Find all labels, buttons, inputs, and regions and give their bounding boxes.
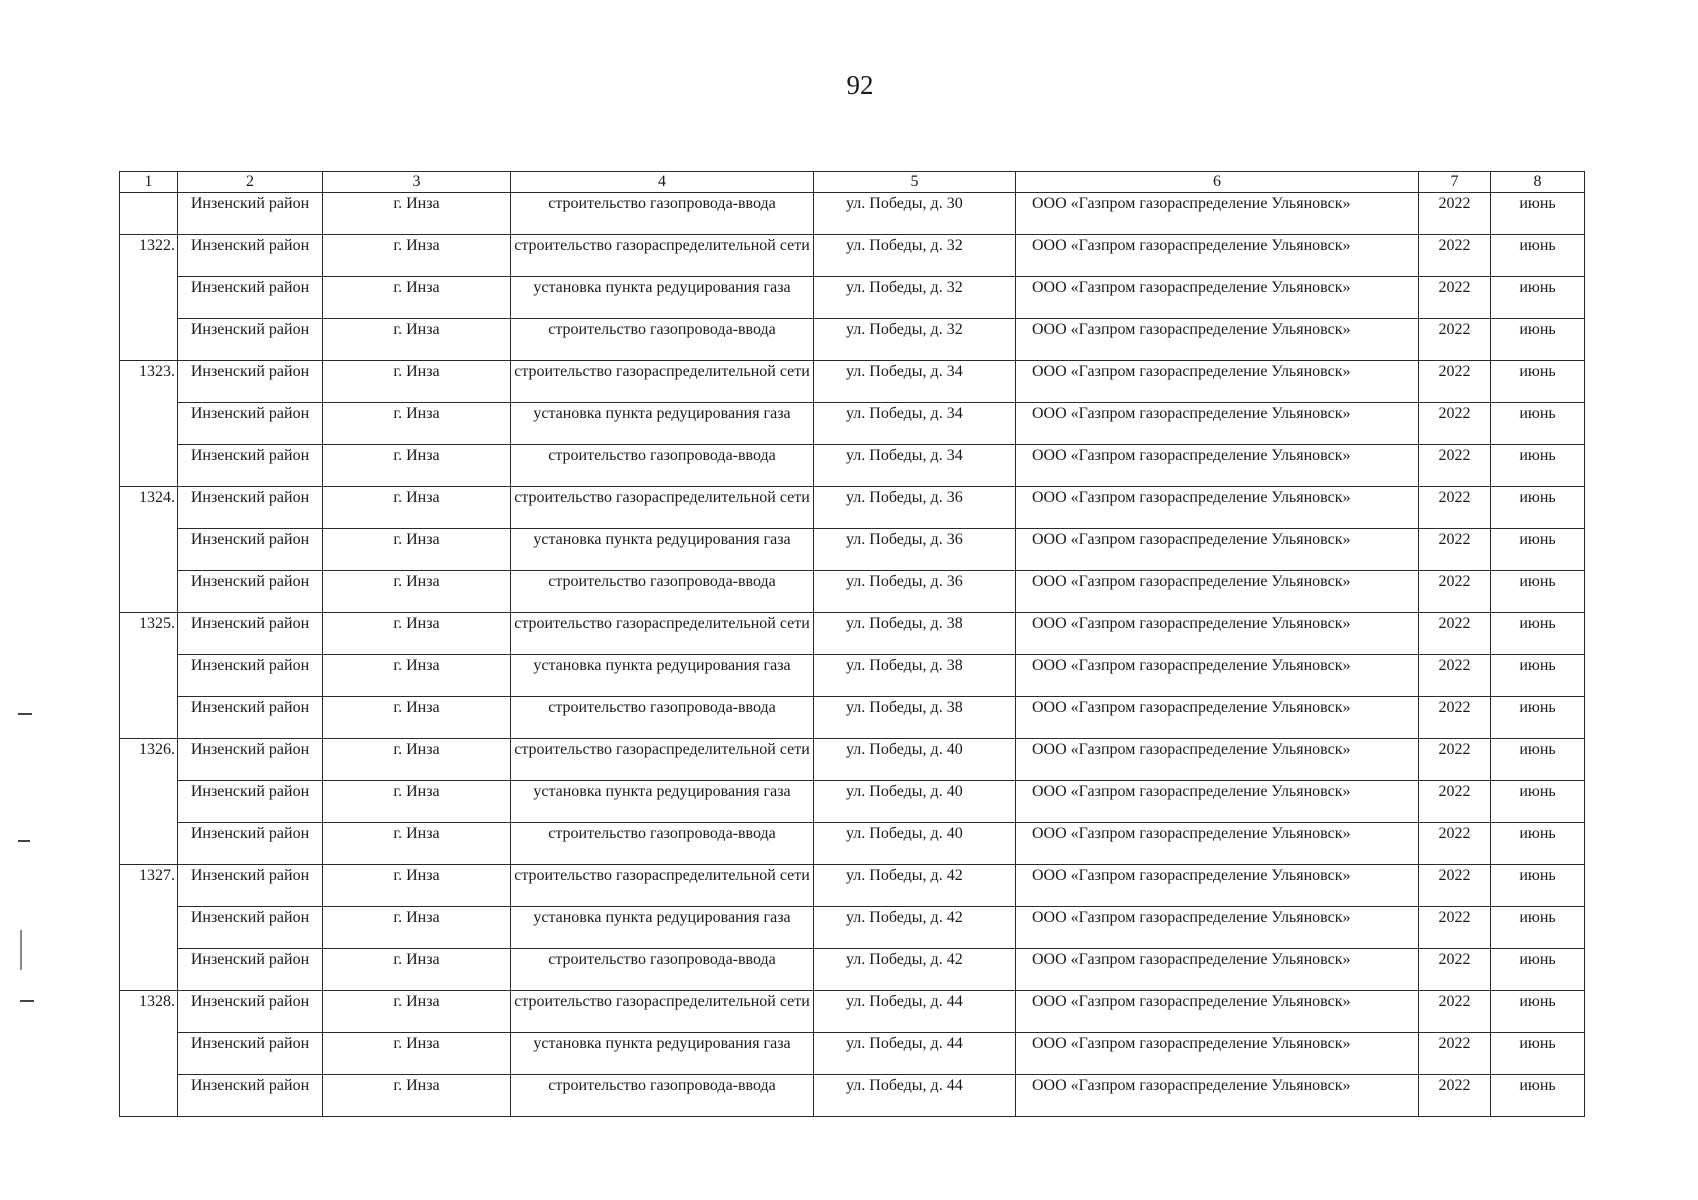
address-cell: ул. Победы, д. 30 bbox=[814, 193, 1016, 235]
district-cell: Инзенский район bbox=[178, 823, 323, 865]
work-type-cell: установка пункта редуцирования газа bbox=[511, 277, 814, 319]
settlement-cell: г. Инза bbox=[323, 949, 511, 991]
year-cell: 2022 bbox=[1419, 403, 1491, 445]
month-cell: июнь bbox=[1491, 655, 1585, 697]
address-cell: ул. Победы, д. 36 bbox=[814, 487, 1016, 529]
settlement-cell: г. Инза bbox=[323, 655, 511, 697]
year-cell: 2022 bbox=[1419, 697, 1491, 739]
settlement-cell: г. Инза bbox=[323, 361, 511, 403]
address-cell: ул. Победы, д. 44 bbox=[814, 1033, 1016, 1075]
year-cell: 2022 bbox=[1419, 193, 1491, 235]
table-row bbox=[120, 277, 1585, 319]
address-cell: ул. Победы, д. 36 bbox=[814, 571, 1016, 613]
table-row bbox=[120, 907, 1585, 949]
organization-cell: ООО «Газпром газораспределение Ульяновск» bbox=[1016, 1075, 1419, 1117]
entry-number-cell: 1327. bbox=[120, 865, 178, 991]
district-cell: Инзенский район bbox=[178, 655, 323, 697]
registry-table bbox=[119, 171, 1585, 1117]
table-row bbox=[120, 781, 1585, 823]
district-cell: Инзенский район bbox=[178, 445, 323, 487]
district-cell: Инзенский район bbox=[178, 991, 323, 1033]
year-cell: 2022 bbox=[1419, 1033, 1491, 1075]
month-cell: июнь bbox=[1491, 445, 1585, 487]
year-cell: 2022 bbox=[1419, 739, 1491, 781]
column-number-header-row bbox=[120, 172, 1585, 193]
entry-number-cell: 1324. bbox=[120, 487, 178, 613]
settlement-cell: г. Инза bbox=[323, 697, 511, 739]
work-type-cell: строительство газораспределительной сети bbox=[511, 865, 814, 907]
district-cell: Инзенский район bbox=[178, 781, 323, 823]
work-type-cell: установка пункта редуцирования газа bbox=[511, 1033, 814, 1075]
address-cell: ул. Победы, д. 32 bbox=[814, 319, 1016, 361]
work-type-cell: установка пункта редуцирования газа bbox=[511, 655, 814, 697]
month-cell: июнь bbox=[1491, 571, 1585, 613]
settlement-cell: г. Инза bbox=[323, 991, 511, 1033]
organization-cell: ООО «Газпром газораспределение Ульяновск» bbox=[1016, 739, 1419, 781]
address-cell: ул. Победы, д. 44 bbox=[814, 1075, 1016, 1117]
work-type-cell: строительство газопровода-ввода bbox=[511, 949, 814, 991]
month-cell: июнь bbox=[1491, 739, 1585, 781]
district-cell: Инзенский район bbox=[178, 949, 323, 991]
year-cell: 2022 bbox=[1419, 319, 1491, 361]
settlement-cell: г. Инза bbox=[323, 613, 511, 655]
table-row bbox=[120, 193, 1585, 235]
organization-cell: ООО «Газпром газораспределение Ульяновск» bbox=[1016, 277, 1419, 319]
settlement-cell: г. Инза bbox=[323, 277, 511, 319]
table-row bbox=[120, 697, 1585, 739]
table-row bbox=[120, 529, 1585, 571]
month-cell: июнь bbox=[1491, 361, 1585, 403]
column-header-4: 4 bbox=[511, 172, 814, 193]
table-row bbox=[120, 1075, 1585, 1117]
settlement-cell: г. Инза bbox=[323, 823, 511, 865]
organization-cell: ООО «Газпром газораспределение Ульяновск» bbox=[1016, 907, 1419, 949]
table-row bbox=[120, 739, 1585, 781]
work-type-cell: строительство газопровода-ввода bbox=[511, 445, 814, 487]
address-cell: ул. Победы, д. 36 bbox=[814, 529, 1016, 571]
month-cell: июнь bbox=[1491, 907, 1585, 949]
organization-cell: ООО «Газпром газораспределение Ульяновск» bbox=[1016, 991, 1419, 1033]
organization-cell: ООО «Газпром газораспределение Ульяновск» bbox=[1016, 655, 1419, 697]
column-header-5: 5 bbox=[814, 172, 1016, 193]
organization-cell: ООО «Газпром газораспределение Ульяновск» bbox=[1016, 193, 1419, 235]
table-row bbox=[120, 487, 1585, 529]
month-cell: июнь bbox=[1491, 697, 1585, 739]
address-cell: ул. Победы, д. 40 bbox=[814, 739, 1016, 781]
year-cell: 2022 bbox=[1419, 487, 1491, 529]
settlement-cell: г. Инза bbox=[323, 865, 511, 907]
district-cell: Инзенский район bbox=[178, 907, 323, 949]
address-cell: ул. Победы, д. 38 bbox=[814, 613, 1016, 655]
column-header-8: 8 bbox=[1491, 172, 1585, 193]
year-cell: 2022 bbox=[1419, 1075, 1491, 1117]
district-cell: Инзенский район bbox=[178, 1075, 323, 1117]
table-row bbox=[120, 613, 1585, 655]
organization-cell: ООО «Газпром газораспределение Ульяновск» bbox=[1016, 529, 1419, 571]
settlement-cell: г. Инза bbox=[323, 907, 511, 949]
table-row bbox=[120, 361, 1585, 403]
column-header-6: 6 bbox=[1016, 172, 1419, 193]
address-cell: ул. Победы, д. 40 bbox=[814, 781, 1016, 823]
address-cell: ул. Победы, д. 40 bbox=[814, 823, 1016, 865]
table-row bbox=[120, 1033, 1585, 1075]
year-cell: 2022 bbox=[1419, 655, 1491, 697]
address-cell: ул. Победы, д. 44 bbox=[814, 991, 1016, 1033]
table-row bbox=[120, 571, 1585, 613]
address-cell: ул. Победы, д. 34 bbox=[814, 361, 1016, 403]
month-cell: июнь bbox=[1491, 487, 1585, 529]
entry-number-cell bbox=[120, 193, 178, 235]
settlement-cell: г. Инза bbox=[323, 193, 511, 235]
district-cell: Инзенский район bbox=[178, 235, 323, 277]
district-cell: Инзенский район bbox=[178, 571, 323, 613]
table-row bbox=[120, 445, 1585, 487]
year-cell: 2022 bbox=[1419, 361, 1491, 403]
district-cell: Инзенский район bbox=[178, 193, 323, 235]
organization-cell: ООО «Газпром газораспределение Ульяновск» bbox=[1016, 403, 1419, 445]
month-cell: июнь bbox=[1491, 403, 1585, 445]
work-type-cell: строительство газопровода-ввода bbox=[511, 571, 814, 613]
month-cell: июнь bbox=[1491, 319, 1585, 361]
entry-number-cell: 1326. bbox=[120, 739, 178, 865]
scan-artifact bbox=[20, 1000, 34, 1002]
year-cell: 2022 bbox=[1419, 991, 1491, 1033]
organization-cell: ООО «Газпром газораспределение Ульяновск» bbox=[1016, 1033, 1419, 1075]
month-cell: июнь bbox=[1491, 1033, 1585, 1075]
settlement-cell: г. Инза bbox=[323, 487, 511, 529]
entry-number-cell: 1322. bbox=[120, 235, 178, 361]
work-type-cell: строительство газораспределительной сети bbox=[511, 739, 814, 781]
work-type-cell: строительство газораспределительной сети bbox=[511, 235, 814, 277]
address-cell: ул. Победы, д. 32 bbox=[814, 277, 1016, 319]
month-cell: июнь bbox=[1491, 529, 1585, 571]
table-row bbox=[120, 991, 1585, 1033]
month-cell: июнь bbox=[1491, 865, 1585, 907]
settlement-cell: г. Инза bbox=[323, 781, 511, 823]
work-type-cell: установка пункта редуцирования газа bbox=[511, 403, 814, 445]
organization-cell: ООО «Газпром газораспределение Ульяновск» bbox=[1016, 697, 1419, 739]
table-row bbox=[120, 235, 1585, 277]
work-type-cell: строительство газопровода-ввода bbox=[511, 193, 814, 235]
settlement-cell: г. Инза bbox=[323, 571, 511, 613]
organization-cell: ООО «Газпром газораспределение Ульяновск» bbox=[1016, 949, 1419, 991]
work-type-cell: установка пункта редуцирования газа bbox=[511, 781, 814, 823]
address-cell: ул. Победы, д. 34 bbox=[814, 403, 1016, 445]
district-cell: Инзенский район bbox=[178, 739, 323, 781]
year-cell: 2022 bbox=[1419, 445, 1491, 487]
settlement-cell: г. Инза bbox=[323, 1033, 511, 1075]
month-cell: июнь bbox=[1491, 1075, 1585, 1117]
district-cell: Инзенский район bbox=[178, 319, 323, 361]
month-cell: июнь bbox=[1491, 781, 1585, 823]
year-cell: 2022 bbox=[1419, 907, 1491, 949]
organization-cell: ООО «Газпром газораспределение Ульяновск» bbox=[1016, 781, 1419, 823]
year-cell: 2022 bbox=[1419, 823, 1491, 865]
settlement-cell: г. Инза bbox=[323, 403, 511, 445]
scan-artifact bbox=[18, 840, 30, 842]
district-cell: Инзенский район bbox=[178, 697, 323, 739]
scan-artifact bbox=[20, 930, 22, 970]
month-cell: июнь bbox=[1491, 277, 1585, 319]
year-cell: 2022 bbox=[1419, 865, 1491, 907]
district-cell: Инзенский район bbox=[178, 613, 323, 655]
organization-cell: ООО «Газпром газораспределение Ульяновск» bbox=[1016, 865, 1419, 907]
organization-cell: ООО «Газпром газораспределение Ульяновск» bbox=[1016, 361, 1419, 403]
address-cell: ул. Победы, д. 38 bbox=[814, 655, 1016, 697]
month-cell: июнь bbox=[1491, 991, 1585, 1033]
column-header-3: 3 bbox=[323, 172, 511, 193]
year-cell: 2022 bbox=[1419, 949, 1491, 991]
column-header-7: 7 bbox=[1419, 172, 1491, 193]
organization-cell: ООО «Газпром газораспределение Ульяновск» bbox=[1016, 823, 1419, 865]
district-cell: Инзенский район bbox=[178, 361, 323, 403]
district-cell: Инзенский район bbox=[178, 529, 323, 571]
settlement-cell: г. Инза bbox=[323, 319, 511, 361]
organization-cell: ООО «Газпром газораспределение Ульяновск» bbox=[1016, 613, 1419, 655]
entry-number-cell: 1323. bbox=[120, 361, 178, 487]
work-type-cell: строительство газопровода-ввода bbox=[511, 1075, 814, 1117]
district-cell: Инзенский район bbox=[178, 865, 323, 907]
registry-body bbox=[120, 193, 1585, 1117]
work-type-cell: строительство газораспределительной сети bbox=[511, 991, 814, 1033]
table-row bbox=[120, 403, 1585, 445]
address-cell: ул. Победы, д. 34 bbox=[814, 445, 1016, 487]
work-type-cell: установка пункта редуцирования газа bbox=[511, 529, 814, 571]
address-cell: ул. Победы, д. 32 bbox=[814, 235, 1016, 277]
work-type-cell: строительство газопровода-ввода bbox=[511, 319, 814, 361]
table-row bbox=[120, 865, 1585, 907]
district-cell: Инзенский район bbox=[178, 1033, 323, 1075]
year-cell: 2022 bbox=[1419, 277, 1491, 319]
table-row bbox=[120, 823, 1585, 865]
address-cell: ул. Победы, д. 38 bbox=[814, 697, 1016, 739]
work-type-cell: строительство газораспределительной сети bbox=[511, 487, 814, 529]
year-cell: 2022 bbox=[1419, 235, 1491, 277]
month-cell: июнь bbox=[1491, 193, 1585, 235]
settlement-cell: г. Инза bbox=[323, 529, 511, 571]
month-cell: июнь bbox=[1491, 235, 1585, 277]
entry-number-cell: 1325. bbox=[120, 613, 178, 739]
entry-number-cell: 1328. bbox=[120, 991, 178, 1117]
year-cell: 2022 bbox=[1419, 781, 1491, 823]
work-type-cell: установка пункта редуцирования газа bbox=[511, 907, 814, 949]
settlement-cell: г. Инза bbox=[323, 1075, 511, 1117]
month-cell: июнь bbox=[1491, 823, 1585, 865]
table-row bbox=[120, 655, 1585, 697]
address-cell: ул. Победы, д. 42 bbox=[814, 907, 1016, 949]
settlement-cell: г. Инза bbox=[323, 739, 511, 781]
organization-cell: ООО «Газпром газораспределение Ульяновск» bbox=[1016, 487, 1419, 529]
year-cell: 2022 bbox=[1419, 613, 1491, 655]
table-row bbox=[120, 949, 1585, 991]
work-type-cell: строительство газопровода-ввода bbox=[511, 697, 814, 739]
organization-cell: ООО «Газпром газораспределение Ульяновск» bbox=[1016, 235, 1419, 277]
address-cell: ул. Победы, д. 42 bbox=[814, 949, 1016, 991]
work-type-cell: строительство газораспределительной сети bbox=[511, 361, 814, 403]
month-cell: июнь bbox=[1491, 613, 1585, 655]
settlement-cell: г. Инза bbox=[323, 235, 511, 277]
work-type-cell: строительство газопровода-ввода bbox=[511, 823, 814, 865]
settlement-cell: г. Инза bbox=[323, 445, 511, 487]
scan-artifact bbox=[18, 713, 32, 715]
year-cell: 2022 bbox=[1419, 529, 1491, 571]
year-cell: 2022 bbox=[1419, 571, 1491, 613]
month-cell: июнь bbox=[1491, 949, 1585, 991]
column-header-2: 2 bbox=[178, 172, 323, 193]
address-cell: ул. Победы, д. 42 bbox=[814, 865, 1016, 907]
work-type-cell: строительство газораспределительной сети bbox=[511, 613, 814, 655]
district-cell: Инзенский район bbox=[178, 403, 323, 445]
district-cell: Инзенский район bbox=[178, 277, 323, 319]
organization-cell: ООО «Газпром газораспределение Ульяновск» bbox=[1016, 571, 1419, 613]
organization-cell: ООО «Газпром газораспределение Ульяновск» bbox=[1016, 445, 1419, 487]
page-number: 92 bbox=[846, 70, 874, 100]
column-header-1: 1 bbox=[120, 172, 178, 193]
district-cell: Инзенский район bbox=[178, 487, 323, 529]
organization-cell: ООО «Газпром газораспределение Ульяновск» bbox=[1016, 319, 1419, 361]
table-row bbox=[120, 319, 1585, 361]
